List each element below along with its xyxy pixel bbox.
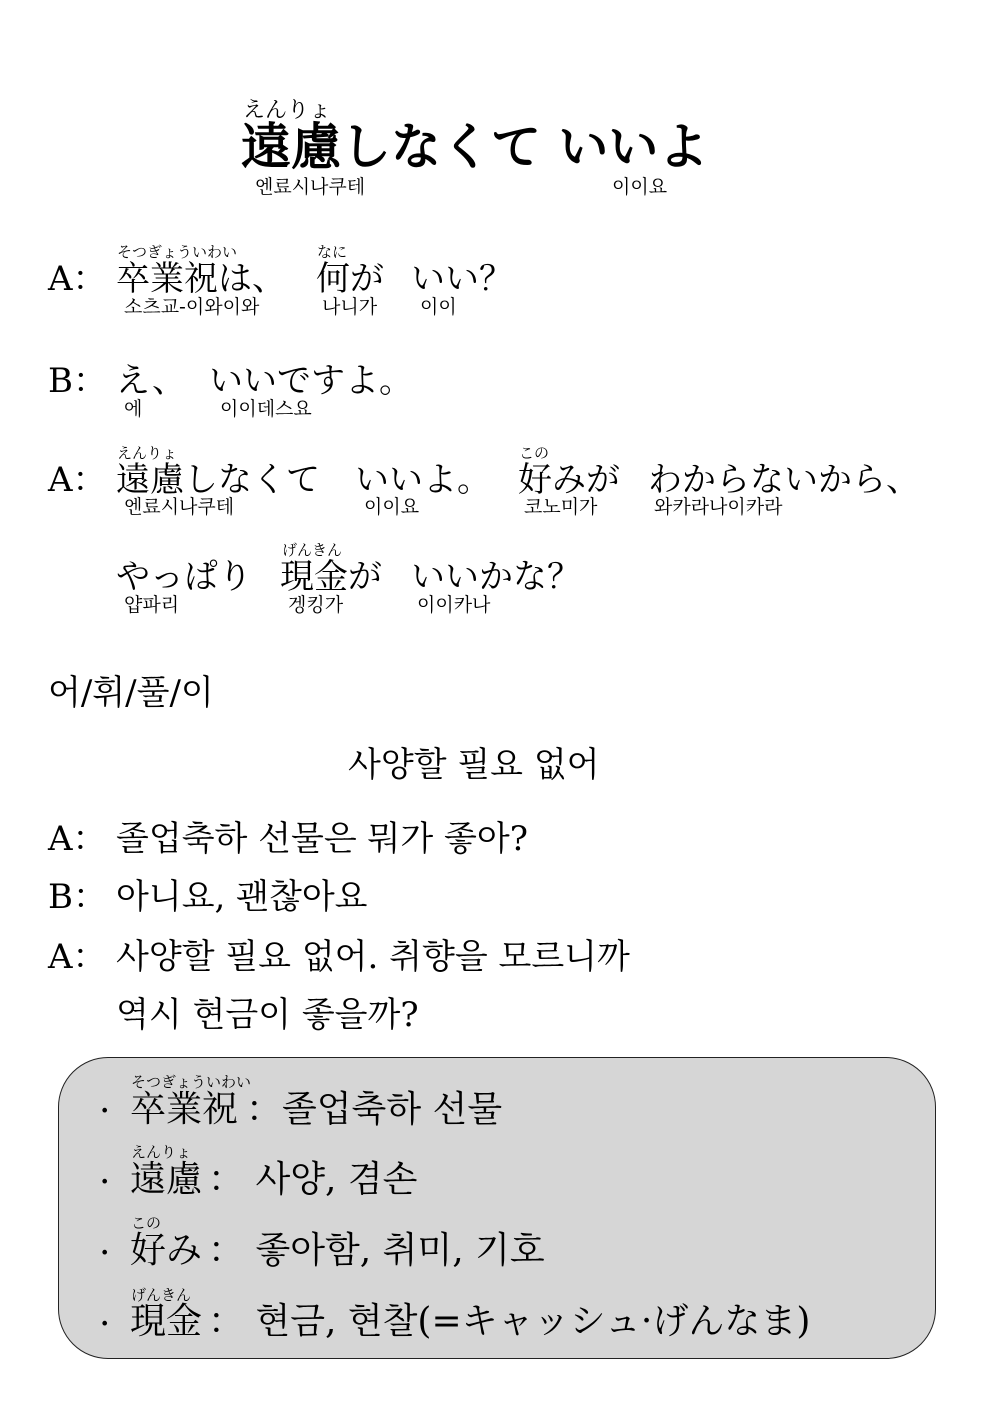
dialogue-2-reading-2: 이이데스요 [220,398,312,420]
dialogue-3-furigana-2: この [519,444,550,462]
vocab-1-term: 卒業祝 [130,1089,239,1130]
dialogue-1-furigana-1: そつぎょういわい [117,243,238,261]
dialogue-1-text-3: いい？ [411,259,513,299]
vocab-2-meaning: ： 사양, 겸손 [208,1159,418,1200]
translation-1-speaker: A： [48,819,107,859]
section-heading: 어/휘/풀/이 [48,673,214,713]
dialogue-1-text-1: 卒業祝は、 [116,259,286,299]
translation-2-text: 아니요, 괜찮아요 [116,877,368,917]
dialogue-4-text-2: 現金が [280,557,382,597]
dialogue-1-text-2: 何が [316,259,384,299]
dialogue-2-text-2: いいですよ。 [209,361,413,401]
dialogue-4-reading-2: 겡킹가 [288,594,344,616]
dialogue-2-speaker: B： [48,361,107,401]
translation-2-speaker: B： [48,877,107,917]
dialogue-3-text-2: いいよ。 [355,460,491,500]
translation-4-text: 역시 현금이 좋을까? [116,995,419,1035]
vocab-1-furigana: そつぎょういわい [131,1073,252,1091]
vocab-1-bullet: · [99,1091,111,1132]
vocab-4-bullet: · [99,1304,111,1345]
translation-3-speaker: A： [48,937,107,977]
dialogue-3-reading-2: 이이요 [364,496,420,518]
vocab-3-bullet: · [99,1233,111,1274]
vocab-2-bullet: · [99,1162,111,1203]
translation-subtitle: 사양할 필요 없어 [348,745,600,785]
vocab-3-meaning: ： 좋아함, 취미, 기호 [208,1230,545,1271]
dialogue-3-reading-4: 와카라나이카라 [654,496,783,518]
vocab-4-furigana: げんきん [131,1286,192,1304]
dialogue-2-text-1: え、 [116,361,187,401]
dialogue-4-text-3: いいかな？ [411,557,581,597]
vocab-2-term: 遠慮 [130,1159,203,1200]
vocab-1-meaning: ：졸업축하 선물 [246,1089,503,1130]
dialogue-3-reading-1: 엔료시나쿠테 [124,496,235,518]
dialogue-4-reading-3: 이이카나 [417,594,491,616]
title-reading-1: 엔료시나쿠테 [255,176,366,198]
vocab-2-furigana: えんりょ [131,1143,192,1161]
dialogue-3-text-1: 遠慮しなくて [116,460,320,500]
dialogue-1-furigana-2: なに [317,243,348,261]
dialogue-3-text-3: 好みが [518,460,620,500]
dialogue-3-text-4: わからないから、 [648,460,920,500]
translation-3-text: 사양할 필요 없어. 취향을 모르니까 [116,937,630,977]
title-reading-2: 이이요 [612,176,668,198]
dialogue-2-reading-1: 에 [124,398,143,420]
dialogue-1-reading-2: 나니가 [322,296,378,318]
dialogue-4-text-1: やっぱり [116,557,252,597]
page-title: 遠慮しなくて いいよ [241,118,709,176]
dialogue-1-speaker: A： [48,259,107,299]
translation-1-text: 졸업축하 선물은 뭐가 좋아? [116,819,528,859]
dialogue-3-reading-3: 코노미가 [524,496,598,518]
dialogue-1-reading-3: 이이 [420,296,457,318]
vocab-4-term: 現金 [130,1301,203,1342]
dialogue-3-furigana-1: えんりょ [117,444,178,462]
vocab-3-term: 好み [130,1230,203,1271]
vocab-4-meaning: ： 현금, 현찰(=キャッシュ·げんなま) [208,1301,811,1342]
dialogue-4-furigana-1: げんきん [282,541,343,559]
dialogue-3-speaker: A： [48,460,107,500]
dialogue-4-reading-1: 얍파리 [124,594,180,616]
vocab-3-furigana: この [131,1214,162,1232]
dialogue-1-reading-1: 소츠교-이와이와 [124,296,260,318]
title-furigana: えんりょ [243,98,332,123]
